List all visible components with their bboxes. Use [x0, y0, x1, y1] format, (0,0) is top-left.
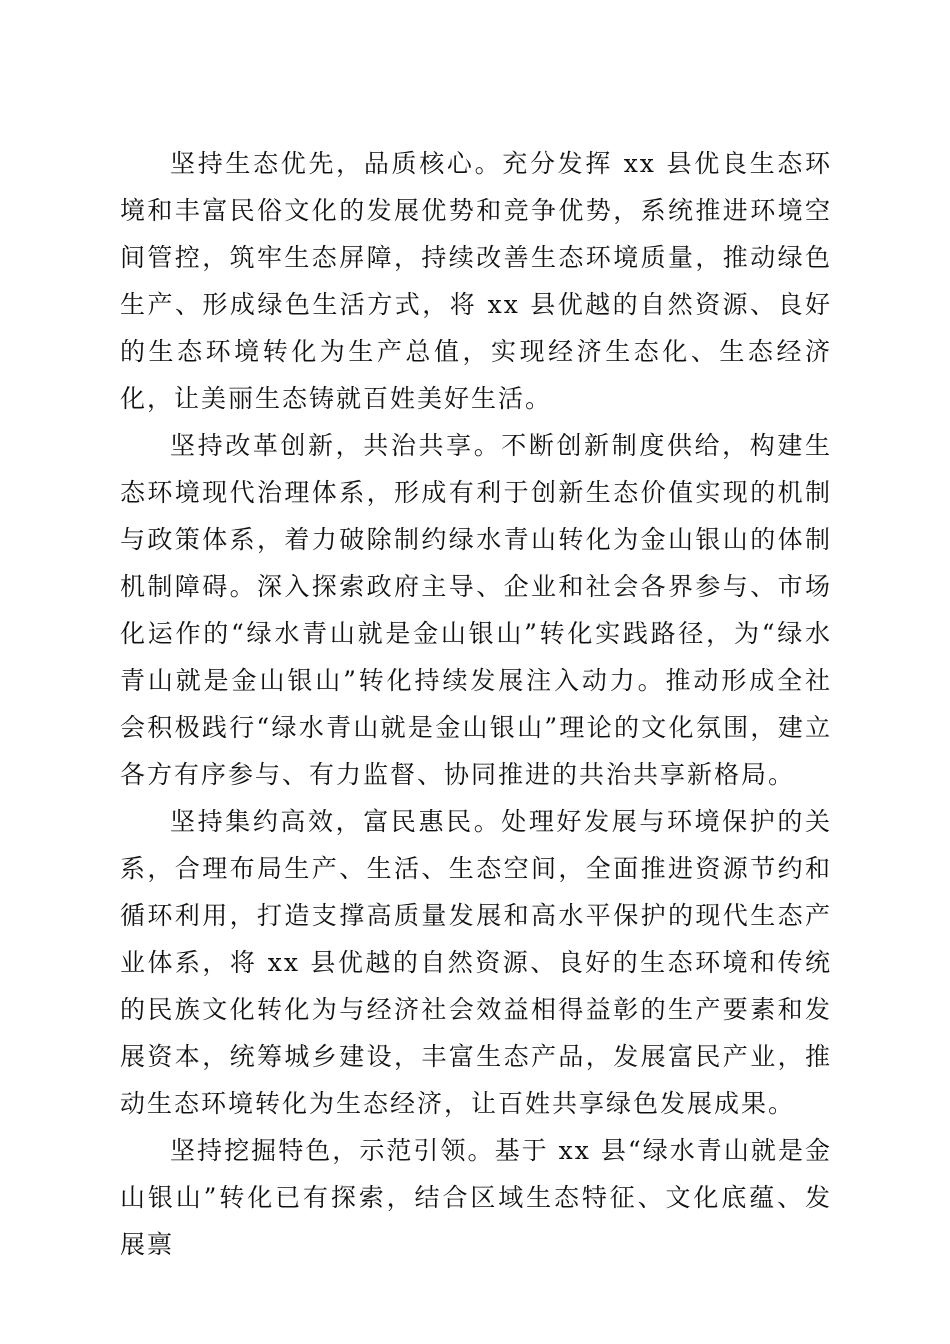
document-body [120, 140, 832, 1268]
paragraph-features-demonstration: 坚持挖掘特色，示范引领。基于 xx 县“绿水青山就是金山银山”转化已有探索，结合区域生态特征、文化底蕴、发展禀 [120, 1136, 832, 1259]
paragraph-ecology-priority: 坚持生态优先，品质核心。充分发挥 xx 县优良生态环境和丰富民俗文化的发展优势和竞争优势，系统推进环境空间管控，筑牢生态屏障，持续改善生态环境质量，推动绿色生产、形成绿色生活方式，将 xx 县优越的自然资源、良好的生态环境转化为生产总值，实现经济生态化、生态经济化，让美丽生态铸就百姓美好生活。 [120, 149, 832, 413]
paragraph-intensive-efficient: 坚持集约高效，富民惠民。处理好发展与环境保护的关系，合理布局生产、生活、生态空间，全面推进资源节约和循环利用，打造支撑高质量发展和高水平保护的现代生态产业体系，将 xx 县优越的自然资源、良好的生态环境和传统的民族文化转化为与经济社会效益相得益彰的生产要素和发展资本，统筹城乡建设，丰富生态产品，发展富民产业，推动生态环境转化为生态经济，让百姓共享绿色发展成果。 [120, 807, 832, 1118]
paragraph-reform-innovation: 坚持改革创新，共治共享。不断创新制度供给，构建生态环境现代治理体系，形成有利于创新生态价值实现的机制与政策体系，着力破除制约绿水青山转化为金山银山的体制机制障碍。深入探索政府主导、企业和社会各界参与、市场化运作的“绿水青山就是金山银山”转化实践路径，为“绿水青山就是金山银山”转化持续发展注入动力。推动形成全社会积极践行“绿水青山就是金山银山”理论的文化氛围，建立各方有序参与、有力监督、协同推进的共治共享新格局。 [120, 431, 832, 789]
